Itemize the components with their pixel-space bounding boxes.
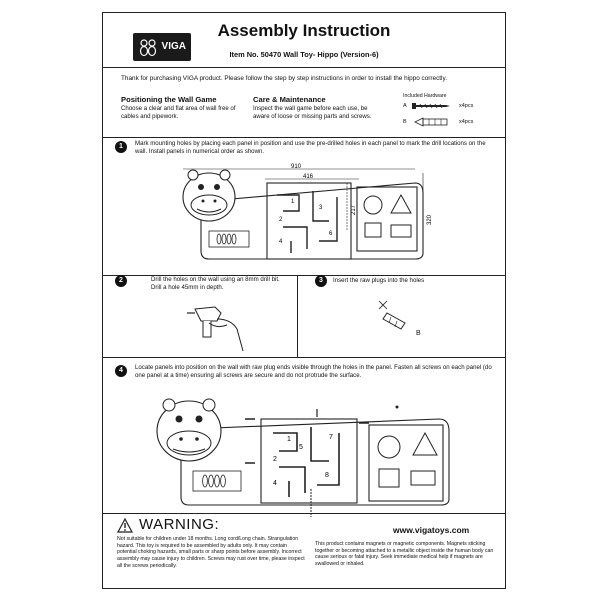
hardware-list (403, 101, 498, 131)
svg-text:4: 4 (279, 239, 283, 245)
step-3-part-label: B (416, 330, 421, 337)
intro-text: Thank for purchasing VIGA product. Please follow the step by step instructions in order to install the hippo correctly. (121, 75, 447, 82)
step-1-number: 1 (115, 141, 127, 153)
svg-text:1: 1 (287, 436, 291, 443)
shape-panel (369, 425, 443, 501)
step-2-line-2: Drill a hole 45mm in depth. (151, 284, 224, 291)
positioning-text: Choose a clear and flat area of wall free of cables and pipework. (121, 105, 236, 120)
dim-910: 910 (291, 164, 302, 170)
hardware-qty-b: x4pcs (459, 119, 474, 125)
hardware-qty-a: x4pcs (459, 103, 474, 109)
page-title: Assembly Instruction (217, 21, 391, 40)
raw-plug-icon (413, 117, 451, 127)
shape-panel (357, 187, 417, 251)
hippo-diagram-step1 (179, 161, 445, 266)
svg-text:1: 1 (291, 199, 295, 205)
dim-217: 217 (351, 204, 357, 215)
divider (103, 137, 505, 138)
divider (103, 513, 505, 514)
svg-text:4: 4 (273, 480, 277, 487)
step-1-text: Mark mounting holes by placing each panel in position and use the pre-drilled holes in each panel to mark the drill locations on the wall. Install panels in numerical order as shown. (135, 140, 486, 155)
warning-triangle-icon (117, 518, 133, 533)
care-heading: Care & Maintenance (253, 95, 326, 104)
warning-right-text: This product contains magnets or magnetic components. Magnets sticking together or becoming attached to a metallic object inside the human body can cause serious or fatal injury. Seek immediate medical help if magnets are swallowed or inhaled. (315, 541, 494, 568)
hippo-diagram-step4 (149, 389, 449, 507)
step-2-number: 2 (115, 275, 127, 287)
screw-icon (412, 102, 450, 110)
website-link[interactable]: www.vigatoys.com (393, 525, 470, 535)
step-4-number: 4 (115, 365, 127, 377)
divider (103, 67, 505, 68)
svg-text:2: 2 (273, 456, 277, 463)
step-4-text: Locate panels into position on the wall with raw plug ends visible through the holes in the panel. Fasten all screws on each panel (do one panel at a time) ensuring all screws are secure and do not protrude the surface. (135, 364, 492, 379)
logo-text: VIGA (161, 41, 186, 52)
hardware-label-a: A (403, 103, 407, 109)
svg-text:6: 6 (329, 231, 333, 237)
svg-text:3: 3 (319, 205, 323, 211)
step-3-text: Insert the raw plugs into the holes (333, 277, 425, 284)
dim-320: 320 (427, 214, 433, 225)
drill-hand-icon (187, 299, 247, 351)
svg-text:8: 8 (325, 472, 329, 479)
care-text: Inspect the wall game before each use, be aware of loose or missing parts and screws. (253, 105, 372, 120)
dim-416: 416 (303, 174, 314, 180)
divider (103, 357, 505, 358)
warning-left-text: Not suitable for children under 18 months. Long cord/Long chain. Strangulation hazard. This toy is required to be assembled by adults only. It may contain potential choking hazards, small parts or sharp points before assembly. Incorrect assembly may cause injury to children. Screws may rust over time, please inspect all the screws periodically. (117, 536, 305, 569)
hardware-label-b: B (403, 119, 407, 125)
instruction-sheet (102, 12, 506, 589)
raw-plug-insert-icon (373, 295, 413, 337)
item-number: Item No. 50470 Wall Toy- Hippo (Version-6) (229, 50, 379, 59)
svg-text:7: 7 (329, 434, 333, 441)
hardware-heading: Included Hardware (403, 93, 447, 99)
step-3-number: 3 (315, 275, 327, 287)
warning-heading: WARNING: (139, 516, 220, 533)
step-2-line-1: Drill the holes on the wall using an 8mm drill bit. (151, 276, 280, 283)
svg-text:5: 5 (299, 444, 303, 451)
svg-text:2: 2 (279, 217, 283, 223)
positioning-heading: Positioning the Wall Game (121, 95, 217, 104)
